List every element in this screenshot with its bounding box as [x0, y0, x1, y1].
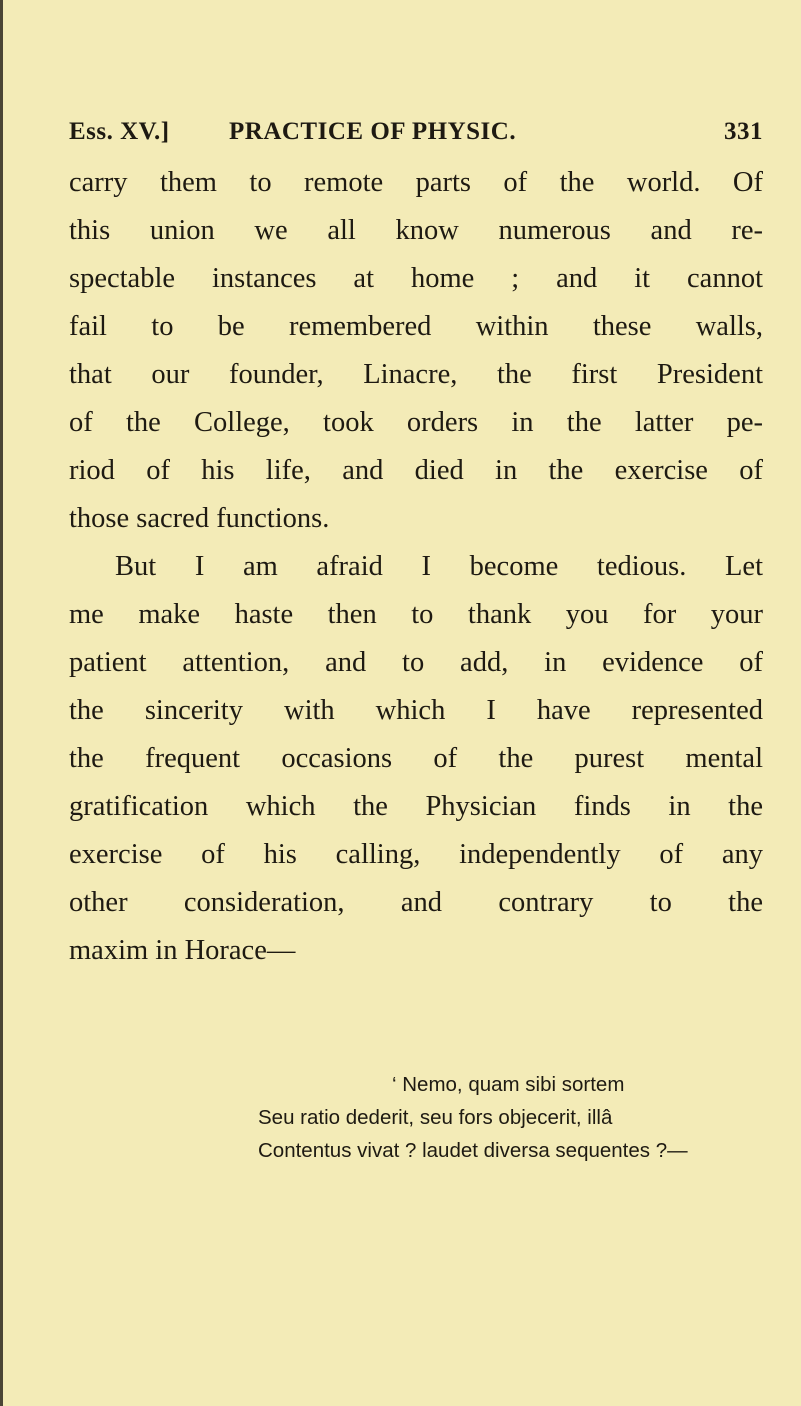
text-line: maxim in Horace—	[69, 935, 296, 966]
text-line: this union we all know numerous and re-	[69, 215, 763, 246]
text-line: carry them to remote parts of the world. Of	[69, 167, 763, 198]
text-line: those sacred functions.	[69, 503, 330, 534]
text-line: spectable instances at home ; and it cannot	[69, 263, 763, 294]
text-line: riod of his life, and died in the exercise of	[69, 455, 763, 486]
text-line: the frequent occasions of the purest mental	[69, 743, 763, 774]
body-text	[69, 163, 763, 979]
text-line: other consideration, and contrary to the	[69, 887, 763, 918]
text-line: me make haste then to thank you for your	[69, 599, 763, 630]
page-edge	[0, 0, 3, 1406]
running-header	[69, 118, 763, 152]
quote-line: ‘ Nemo, quam sibi sortem	[392, 1073, 625, 1096]
page-number: 331	[724, 118, 763, 145]
running-title: PRACTICE OF PHYSIC.	[229, 118, 517, 145]
text-line: exercise of his calling, independently of any	[69, 839, 763, 870]
quote-line: Contentus vivat ? laudet diversa sequentes ?—	[258, 1139, 688, 1162]
text-line: patient attention, and to add, in evidence of	[69, 647, 763, 678]
verse-quotation	[258, 1070, 688, 1169]
section-label: Ess. XV.]	[69, 118, 170, 145]
text-line: the sincerity with which I have represented	[69, 695, 763, 726]
text-line: that our founder, Linacre, the first President	[69, 359, 763, 390]
text-line: gratification which the Physician finds in the	[69, 791, 763, 822]
text-line: But I am afraid I become tedious. Let	[115, 551, 763, 582]
quote-line: Seu ratio dederit, seu fors objecerit, illâ	[258, 1106, 613, 1129]
text-line: of the College, took orders in the latter pe-	[69, 407, 763, 438]
text-line: fail to be remembered within these walls,	[69, 311, 763, 342]
